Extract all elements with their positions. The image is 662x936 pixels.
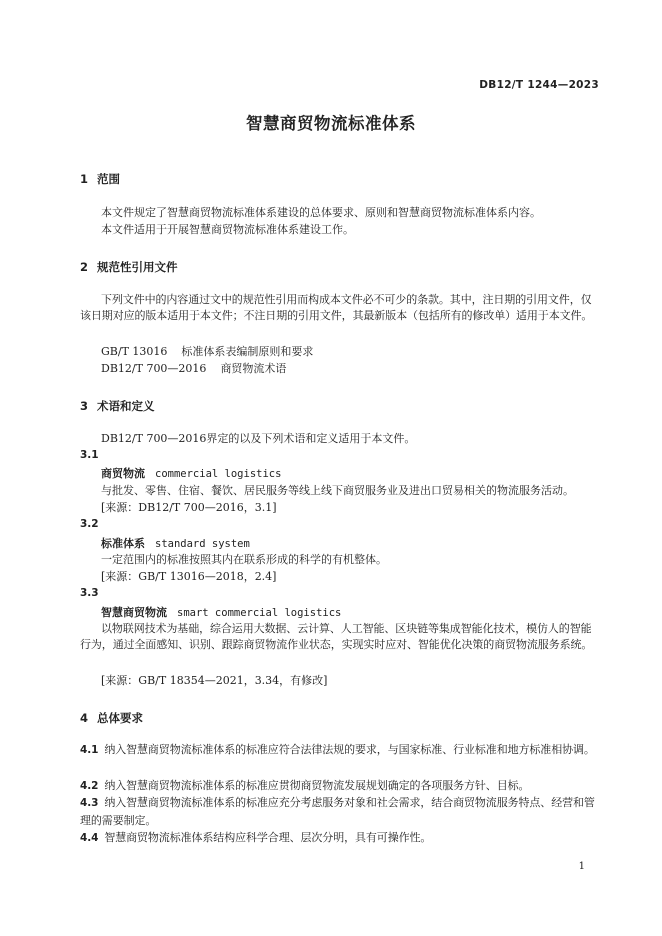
standard-code: DB12/T 1244—2023 — [479, 79, 599, 91]
section-title: 规范性引用文件 — [97, 260, 178, 274]
section-title: 术语和定义 — [97, 399, 155, 413]
term-entry — [101, 465, 281, 481]
reference-item — [101, 361, 286, 377]
section-number: 1 — [80, 172, 89, 186]
clause-number: 4.3 — [80, 797, 99, 809]
document-title: 智慧商贸物流标准体系 — [246, 114, 416, 133]
term-definition: 以物联网技术为基础，综合运用大数据、云计算、人工智能、区块链等集成智能化技术，模仿人的智能行为，通过全面感知、识别、跟踪商贸物流作业状态，实现实时应对、智能优化决策的商贸物流服务系统。 — [80, 622, 593, 651]
clause-text: 纳入智慧商贸物流标准体系的标准应充分考虑服务对象和社会需求，结合商贸物流服务特点、经营和管理的需要制定。 — [80, 796, 595, 827]
clause-text: 智慧商贸物流标准体系结构应科学合理、层次分明，具有可操作性。 — [104, 831, 432, 844]
section-title: 范围 — [97, 172, 120, 186]
reference-name: 商贸物流术语 — [220, 362, 287, 375]
term-number: 3.3 — [80, 587, 99, 599]
clause-number: 4.4 — [80, 832, 99, 844]
term-entry — [101, 604, 341, 620]
term-number: 3.1 — [80, 449, 99, 461]
reference-code: GB/T 13016 — [101, 345, 168, 358]
section-number: 2 — [80, 260, 89, 274]
term-cn: 标准体系 — [101, 537, 145, 550]
term-en: commercial logistics — [155, 468, 282, 480]
terms-intro: DB12/T 700—2016界定的以及下列术语和定义适用于本文件。 — [101, 432, 416, 445]
clause-text: 纳入智慧商贸物流标准体系的标准应贯彻商贸物流发展规划确定的各项服务方针、目标。 — [104, 779, 530, 792]
clause-4-1 — [80, 741, 602, 759]
term-cn: 智慧商贸物流 — [101, 606, 167, 619]
term-en: standard system — [155, 538, 250, 550]
scope-paragraph-1: 本文件规定了智慧商贸物流标准体系建设的总体要求、原则和智慧商贸物流标准体系内容。 — [101, 206, 541, 219]
normative-refs-intro: 下列文件中的内容通过文中的规范性引用而构成本文件必不可少的条款。其中，注日期的引用文件，仅该日期对应的版本适用于本文件；不注日期的引用文件，其最新版本（包括所有的修改单）适用于本文件。 — [80, 293, 593, 322]
section-heading-general — [80, 710, 143, 726]
section-heading-terms — [80, 398, 155, 414]
clause-text: 纳入智慧商贸物流标准体系的标准应符合法律法规的要求，与国家标准、行业标准和地方标准相协调。 — [104, 743, 595, 756]
term-entry — [101, 535, 250, 551]
clause-4-2 — [80, 777, 602, 795]
reference-code: DB12/T 700—2016 — [101, 362, 207, 375]
term-definition: 一定范围内的标准按照其内在联系形成的科学的有机整体。 — [101, 553, 387, 566]
term-source: [来源：DB12/T 700—2016，3.1] — [101, 501, 277, 514]
section-heading-normative-refs — [80, 259, 178, 275]
term-cn: 商贸物流 — [101, 467, 145, 480]
section-title: 总体要求 — [97, 711, 143, 725]
term-number: 3.2 — [80, 518, 99, 530]
reference-name: 标准体系表编制原则和要求 — [181, 345, 314, 358]
term-source: [来源：GB/T 18354—2021，3.34，有修改] — [101, 674, 328, 687]
page-number: 1 — [578, 861, 585, 872]
term-en: smart commercial logistics — [177, 607, 342, 619]
clause-number: 4.2 — [80, 780, 99, 792]
clause-4-4 — [80, 829, 602, 847]
reference-item — [101, 344, 313, 360]
section-number: 4 — [80, 711, 89, 725]
section-heading-scope — [80, 171, 120, 187]
term-source: [来源：GB/T 13016—2018，2.4] — [101, 570, 277, 583]
clause-4-3 — [80, 794, 602, 829]
section-number: 3 — [80, 399, 89, 413]
term-definition: 与批发、零售、住宿、餐饮、居民服务等线上线下商贸服务业及进出口贸易相关的物流服务活动。 — [101, 484, 574, 497]
clause-number: 4.1 — [80, 744, 99, 756]
scope-paragraph-2: 本文件适用于开展智慧商贸物流标准体系建设工作。 — [101, 223, 354, 236]
